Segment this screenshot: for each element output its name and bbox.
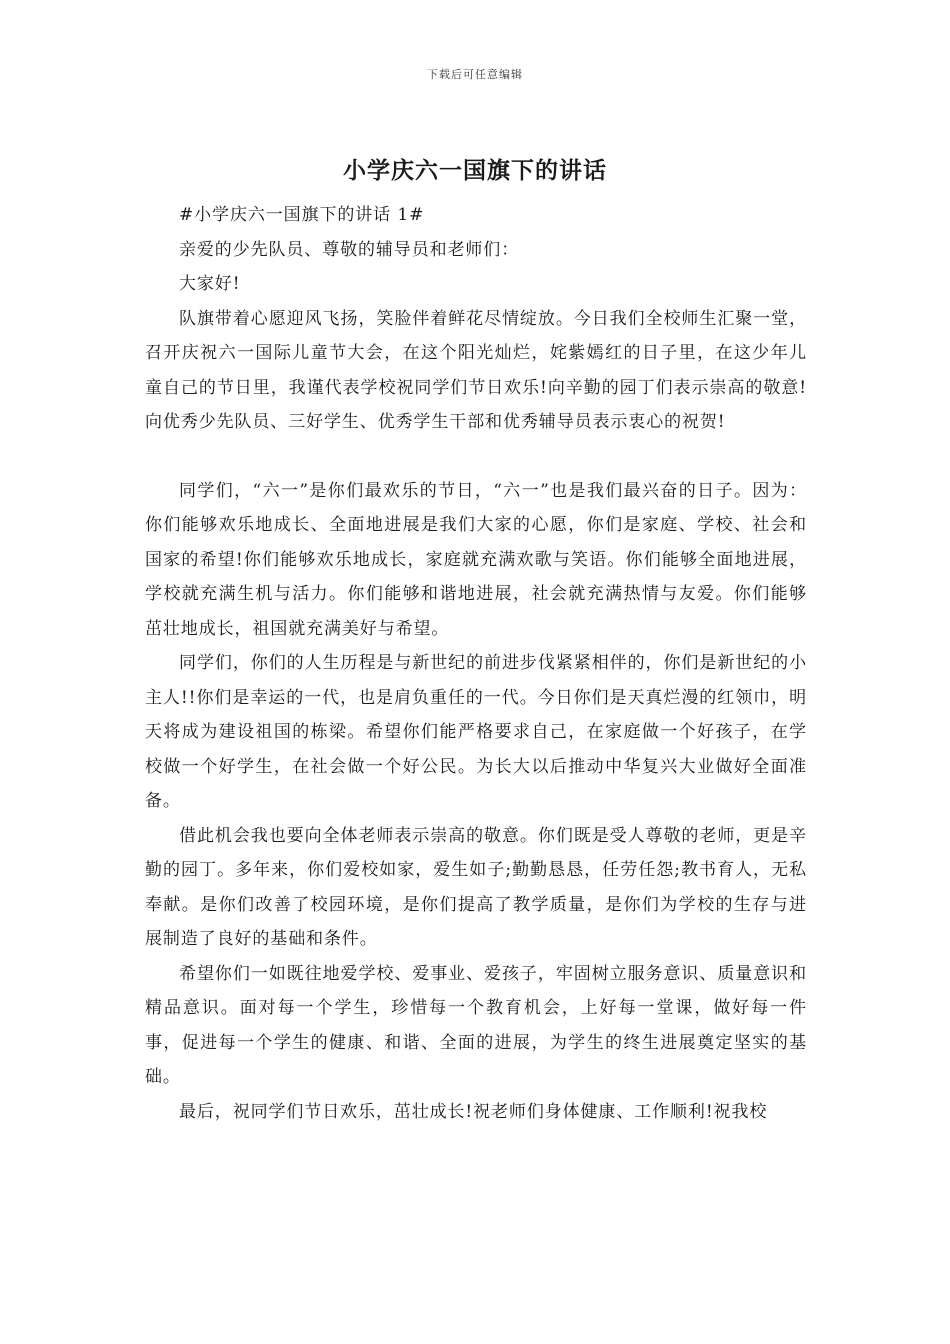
- greeting: 大家好!: [179, 274, 241, 294]
- paragraph-teachers-thanks: 借此机会我也要向全体老师表示崇高的敬意。你们既是受人尊敬的老师，更是辛勤的园丁。多年来，你们爱校如家，爱生如子;勤勤恳恳，任劳任怨;教书育人，无私奉献。是你们改善了校园环境，是你们提高了教学质量，是你们为学校的生存与进展制造了良好的基础和条件。: [145, 825, 807, 949]
- paragraph-opening: 队旗带着心愿迎风飞扬，笑脸伴着鲜花尽情绽放。今日我们全校师生汇聚一堂，召开庆祝六一国际儿童节大会，在这个阳光灿烂，姹紫嫣红的日子里，在这少年儿童自己的节日里，我谨代表学校祝同学们节日欢乐!向辛勤的园丁们表示崇高的敬意! 向优秀少先队员、三好学生、优秀学生干部和优秀辅导员表示衷心的祝贺!: [145, 308, 807, 432]
- page-title: 小学庆六一国旗下的讲话: [343, 157, 607, 184]
- salutation: 亲爱的少先队员、尊敬的辅导员和老师们：: [179, 239, 520, 260]
- paragraph-students-future: 同学们，你们的人生历程是与新世纪的前进步伐紧紧相伴的，你们是新世纪的小主人!!你们是幸运的一代，也是肩负重任的一代。今日你们是天真烂漫的红领巾，明天将成为建设祖国的栋梁。希望你们能严格要求自己，在家庭做一个好孩子，在学校做一个好学生，在社会做一个好公民。为长大以后推动中华复兴大业做好全面准备。: [145, 653, 807, 811]
- paragraph-closing: 最后，祝同学们节日欢乐，茁壮成长!祝老师们身体健康、工作顺利!祝我校: [179, 1101, 768, 1122]
- header-note: 下载后可任意编辑: [427, 68, 523, 81]
- section-heading: #小学庆六一国旗下的讲话 1#: [179, 205, 425, 225]
- paragraph-teachers-hope: 希望你们一如既往地爱学校、爱事业、爱孩子，牢固树立服务意识、质量意识和精品意识。面对每一个学生，珍惜每一个教育机会，上好每一堂课，做好每一件事，促进每一个学生的健康、和谐、全面的进展，为学生的终生进展奠定坚实的基础。: [145, 963, 807, 1087]
- document-body: [145, 198, 807, 1129]
- paragraph-students-day: 同学们，“六一”是你们最欢乐的节日，“六一”也是我们最兴奋的日子。因为：你们能够欢乐地成长、全面地进展是我们大家的心愿，你们是家庭、学校、社会和国家的希望!你们能够欢乐地成长，家庭就充满欢歌与笑语。你们能够全面地进展，学校就充满生机与活力。你们能够和谐地进展，社会就充满热情与友爱。你们能够茁壮地成长，祖国就充满美好与希望。: [145, 480, 807, 639]
